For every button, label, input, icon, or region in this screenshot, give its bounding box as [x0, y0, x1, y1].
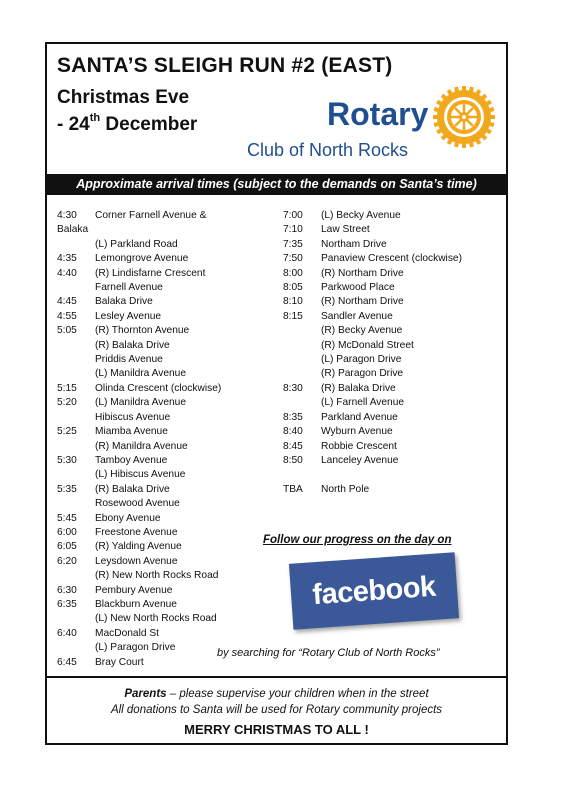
schedule-row: [57, 396, 267, 410]
street-name: (L) Paragon Drive: [321, 354, 402, 366]
arrival-time: [283, 353, 321, 367]
street-name: Hibiscus Avenue: [95, 411, 171, 423]
date-sup: th: [89, 112, 101, 124]
arrival-time: [57, 497, 95, 511]
schedule-row: [283, 353, 503, 367]
arrival-time: [57, 353, 95, 367]
schedule-row: [57, 454, 267, 468]
schedule-row: [283, 382, 503, 396]
arrival-time: 5:25: [57, 426, 77, 438]
parents-label: Parents: [124, 688, 167, 700]
street-name: Parkland Avenue: [321, 411, 398, 423]
street-name: Corner Farnell Avenue &: [95, 210, 207, 221]
street-name: Lesley Avenue: [95, 310, 162, 322]
schedule-row: [283, 367, 503, 381]
schedule-row: [57, 598, 267, 612]
street-name: (R) Balaka Drive: [95, 339, 170, 351]
arrival-time: 6:40: [57, 627, 77, 639]
arrival-time: [57, 339, 95, 353]
street-name: (L) Parkland Road: [95, 238, 178, 250]
arrival-time: [57, 238, 95, 252]
street-name: (R) McDonald Street: [321, 339, 414, 351]
schedule-row: [57, 627, 267, 641]
arrival-time: 4:30: [57, 210, 77, 221]
arrival-time: 4:55: [57, 310, 77, 322]
arrival-time: [57, 468, 95, 482]
arrival-time: 7:00: [283, 210, 303, 221]
arrival-time: [283, 396, 321, 410]
street-name: (R) Thornton Avenue: [95, 325, 190, 337]
schedule-row: [283, 310, 503, 324]
poster-title: SANTA’S SLEIGH RUN #2 (EAST): [57, 54, 393, 77]
rotary-club-name: Club of North Rocks: [247, 140, 409, 160]
schedule-row: [57, 483, 267, 497]
street-name: (L) Hibiscus Avenue: [95, 469, 186, 481]
arrival-time: 7:10: [283, 224, 303, 236]
footer-divider: [47, 676, 506, 678]
arrival-time: [283, 324, 321, 338]
arrival-time: TBA: [283, 483, 303, 495]
street-name: Rosewood Avenue: [95, 498, 180, 510]
street-name: (L) New North Rocks Road: [95, 613, 217, 625]
schedule-row: [57, 512, 267, 526]
schedule-row: [283, 252, 503, 266]
schedule-row: [283, 425, 503, 439]
street-name: (R) Northam Drive: [321, 296, 404, 308]
street-name: (L) Manildra Avenue: [95, 368, 186, 380]
street-name: (R) Lindisfarne Crescent: [95, 267, 206, 279]
street-name: (R) Becky Avenue: [321, 325, 403, 337]
street-name: Leysdown Avenue: [95, 555, 178, 567]
street-name: (R) New North Rocks Road: [95, 570, 219, 582]
date-prefix: - 24: [57, 114, 90, 135]
street-name: Lemongrove Avenue: [95, 253, 189, 265]
arrival-time: [57, 641, 95, 655]
street-name: MacDonald St: [95, 627, 159, 639]
schedule-row: [57, 440, 267, 454]
arrival-time: 8:35: [283, 411, 303, 423]
schedule-row: [57, 497, 267, 511]
street-name: Freestone Avenue: [95, 526, 178, 538]
arrival-time: 8:15: [283, 310, 303, 322]
arrival-time: 6:30: [57, 584, 77, 596]
schedule-row: [57, 382, 267, 396]
arrival-time: [57, 569, 95, 583]
rotary-wheel-icon: [431, 84, 497, 150]
schedule-row: [283, 468, 503, 482]
event-day: Christmas Eve: [57, 87, 190, 108]
parents-text: – please supervise your children when in the street: [166, 688, 429, 700]
arrival-time: 5:05: [57, 325, 77, 337]
event-date: [57, 114, 197, 136]
schedule-row: [57, 612, 267, 626]
street-name: (R) Yalding Avenue: [95, 541, 182, 553]
street-name: (R) Balaka Drive: [321, 382, 396, 394]
street-name: (R) Northam Drive: [321, 267, 404, 279]
arrival-time: 8:40: [283, 426, 303, 438]
schedule-row: [283, 295, 503, 309]
date-suffix: December: [100, 114, 198, 135]
street-name: Pembury Avenue: [95, 584, 173, 596]
street-name: Law Street: [321, 224, 370, 236]
schedule-row: [283, 339, 503, 353]
street-name: (L) Farnell Avenue: [321, 397, 405, 409]
search-instruction: by searching for “Rotary Club of North Rocks”: [217, 647, 440, 659]
arrival-time: 5:15: [57, 382, 77, 394]
arrival-time: 7:50: [283, 253, 303, 265]
schedule-row: [57, 252, 267, 266]
street-name: (L) Manildra Avenue: [95, 397, 186, 409]
schedule-row: [57, 353, 267, 367]
schedule-row: [57, 281, 267, 295]
schedule-row: [283, 223, 503, 237]
street-name: Lanceley Avenue: [321, 454, 399, 466]
street-name: (R) Balaka Drive: [95, 483, 170, 495]
schedule-row: [57, 339, 267, 353]
street-name: Wyburn Avenue: [321, 426, 393, 438]
schedule-row: [57, 223, 267, 237]
street-name: Sandler Avenue: [321, 310, 393, 322]
arrival-time: 5:45: [57, 512, 77, 524]
schedule-row: [283, 396, 503, 410]
arrival-time: [57, 367, 95, 381]
street-name: North Pole: [321, 483, 370, 495]
street-name: (L) Paragon Drive: [95, 642, 176, 654]
arrival-time: 8:50: [283, 454, 303, 466]
schedule-right-column: [283, 209, 503, 497]
footer-notice: [47, 686, 506, 718]
arrival-time: 5:30: [57, 454, 77, 466]
street-name: Olinda Crescent (clockwise): [95, 382, 222, 394]
arrival-time: 8:05: [283, 282, 303, 294]
schedule-row: [57, 526, 267, 540]
schedule-row: [283, 324, 503, 338]
schedule-row: [283, 454, 503, 468]
street-name: Farnell Avenue: [95, 282, 163, 294]
schedule-row: [283, 281, 503, 295]
arrival-time: [57, 612, 95, 626]
street-name: (L) Becky Avenue: [321, 210, 401, 221]
parents-line: [47, 686, 506, 702]
arrival-time: 6:05: [57, 541, 77, 553]
schedule-row: [57, 209, 267, 223]
schedule-row: [57, 584, 267, 598]
arrival-time: Balaka: [57, 224, 89, 236]
street-name: Blackburn Avenue: [95, 598, 177, 610]
street-name: Miamba Avenue: [95, 426, 168, 438]
schedule-row: [57, 425, 267, 439]
schedule-row: [57, 324, 267, 338]
schedule-row: [57, 310, 267, 324]
schedule-left-column: [57, 209, 267, 670]
schedule-row: [57, 468, 267, 482]
arrival-time: 5:35: [57, 483, 77, 495]
schedule-row: [57, 238, 267, 252]
arrival-time: 5:20: [57, 397, 77, 409]
street-name: Priddis Avenue: [95, 354, 163, 366]
schedule-row: [283, 238, 503, 252]
rotary-logo-word: Rotary: [327, 96, 429, 132]
follow-progress-text: Follow our progress on the day on: [263, 534, 452, 546]
arrival-time: 8:30: [283, 382, 303, 394]
street-name: Bray Court: [95, 656, 144, 668]
schedule-row: [57, 569, 267, 583]
street-name: Balaka Drive: [95, 296, 153, 308]
arrival-time: [283, 339, 321, 353]
street-name: (R) Paragon Drive: [321, 368, 404, 380]
arrival-time: 4:40: [57, 267, 77, 279]
arrival-time: 6:00: [57, 526, 77, 538]
arrival-time: [57, 281, 95, 295]
schedule-row: [57, 267, 267, 281]
arrival-time: [57, 411, 95, 425]
schedule-row: [283, 440, 503, 454]
poster: [45, 42, 508, 745]
schedule-row: [283, 411, 503, 425]
facebook-logo: facebook: [289, 552, 459, 629]
arrival-time: 6:35: [57, 598, 77, 610]
arrival-time: 4:45: [57, 296, 77, 308]
street-name: Robbie Crescent: [321, 440, 397, 452]
schedule-row: [57, 367, 267, 381]
arrival-time: 8:00: [283, 267, 303, 279]
schedule-row: [57, 411, 267, 425]
arrival-time: 7:35: [283, 238, 303, 250]
arrival-times-banner: Approximate arrival times (subject to the demands on Santa’s time): [47, 174, 506, 195]
schedule-row: [283, 209, 503, 223]
arrival-time: [57, 440, 95, 454]
street-name: (R) Manildra Avenue: [95, 440, 188, 452]
arrival-time: 6:20: [57, 555, 77, 567]
arrival-time: 8:45: [283, 440, 303, 452]
schedule-row: [57, 295, 267, 309]
arrival-time: [283, 367, 321, 381]
street-name: Northam Drive: [321, 238, 387, 250]
schedule-row: [283, 483, 503, 497]
arrival-time: 8:10: [283, 296, 303, 308]
street-name: [88, 223, 267, 237]
arrival-time: 6:45: [57, 656, 77, 668]
arrival-time: 4:35: [57, 253, 77, 265]
schedule-row: [283, 267, 503, 281]
street-name: Tamboy Avenue: [95, 454, 168, 466]
street-name: Ebony Avenue: [95, 512, 161, 524]
merry-christmas: MERRY CHRISTMAS TO ALL !: [184, 722, 369, 737]
street-name: Parkwood Place: [321, 282, 395, 294]
street-name: Panaview Crescent (clockwise): [321, 253, 462, 265]
schedule-row: [57, 540, 267, 554]
donations-line: All donations to Santa will be used for Rotary community projects: [110, 704, 443, 716]
schedule-row: [57, 555, 267, 569]
